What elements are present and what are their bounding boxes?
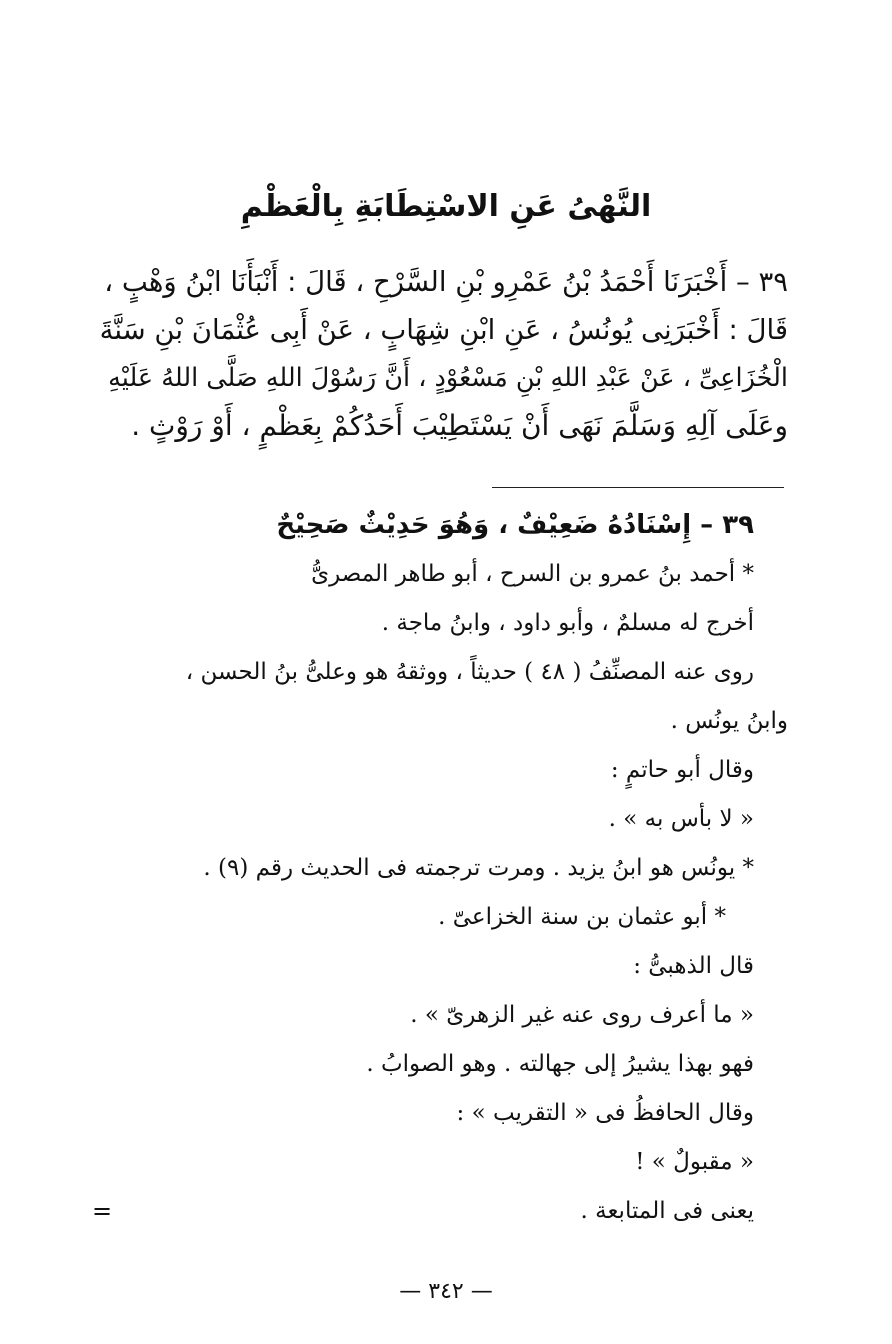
- footnote-line: * أبو عثمان بن سنة الخزاعىّ .: [438, 904, 726, 930]
- footnotes: [100, 500, 788, 1236]
- footnote-line: وقال الحافظُ فى « التقريب » :: [456, 1100, 754, 1126]
- footnote-heading: ٣٩ – إِسْنَادُهُ ضَعِيْفٌ ، وَهُوَ حَدِيْثٌ صَحِيْحٌ: [276, 510, 754, 540]
- footnote-line: وقال أبو حاتمٍ :: [610, 757, 754, 783]
- continued-mark: =: [92, 1197, 113, 1225]
- footnote-line: « لا بأس به » .: [608, 806, 754, 832]
- footnote-line: * يونُس هو ابنُ يزيد . ومرت ترجمته فى الحديث رقم (٩) .: [203, 855, 754, 881]
- footnote-line: قال الذهبىُّ :: [633, 953, 754, 979]
- page-number: — ٣٤٢ —: [399, 1279, 493, 1304]
- hadith-text: [100, 258, 788, 450]
- hadith-line: قَالَ : أَخْبَرَنِى يُونُسُ ، عَنِ ابْنِ شِهَابٍ ، عَنْ أَبِى عُثْمَانَ بْنِ سَنَّةَ: [99, 314, 788, 346]
- footnote-line: فهو بهذا يشيرُ إلى جهالته . وهو الصوابُ .: [366, 1051, 754, 1077]
- hadith-line: ٣٩ – أَخْبَرَنَا أَحْمَدُ بْنُ عَمْرِو بْنِ السَّرْحِ ، قَالَ : أَنْبَأَنَا ابْنُ وَهْبٍ ،: [104, 266, 788, 298]
- hadith-line: وعَلَى آلِهِ وَسَلَّمَ نَهَى أَنْ يَسْتَطِيْبَ أَحَدُكُمْ بِعَظْمٍ ، أَوْ رَوْثٍ .: [131, 409, 788, 442]
- footnote-line: « ما أعرف روى عنه غير الزهرىّ » .: [410, 1002, 754, 1028]
- chapter-title: النَّهْىُ عَنِ الاسْتِطَابَةِ بِالْعَظْمِ: [240, 189, 652, 224]
- footnote-line: أخرج له مسلمٌ ، وأبو داود ، وابنُ ماجة .: [381, 610, 754, 636]
- footnote-line: * أحمد بنُ عمرو بن السرح ، أبو طاهر المصرىُّ: [311, 561, 754, 587]
- footnote-line: وابنُ يونُس .: [670, 708, 788, 734]
- footnote-divider: [492, 487, 784, 488]
- footnote-line: روى عنه المصنِّفُ ( ٤٨ ) حديثاً ، ووثقهُ هو وعلىُّ بنُ الحسن ،: [185, 659, 754, 685]
- hadith-line: الْخُزَاعِىِّ ، عَنْ عَبْدِ اللهِ بْنِ مَسْعُوْدٍ ، أَنَّ رَسُوْلَ اللهِ صَلَّى اللهُ عَلَيْهِ: [108, 363, 788, 393]
- footnote-line: « مقبولٌ » !: [635, 1149, 754, 1175]
- footnote-line: يعنى فى المتابعة .: [580, 1198, 754, 1224]
